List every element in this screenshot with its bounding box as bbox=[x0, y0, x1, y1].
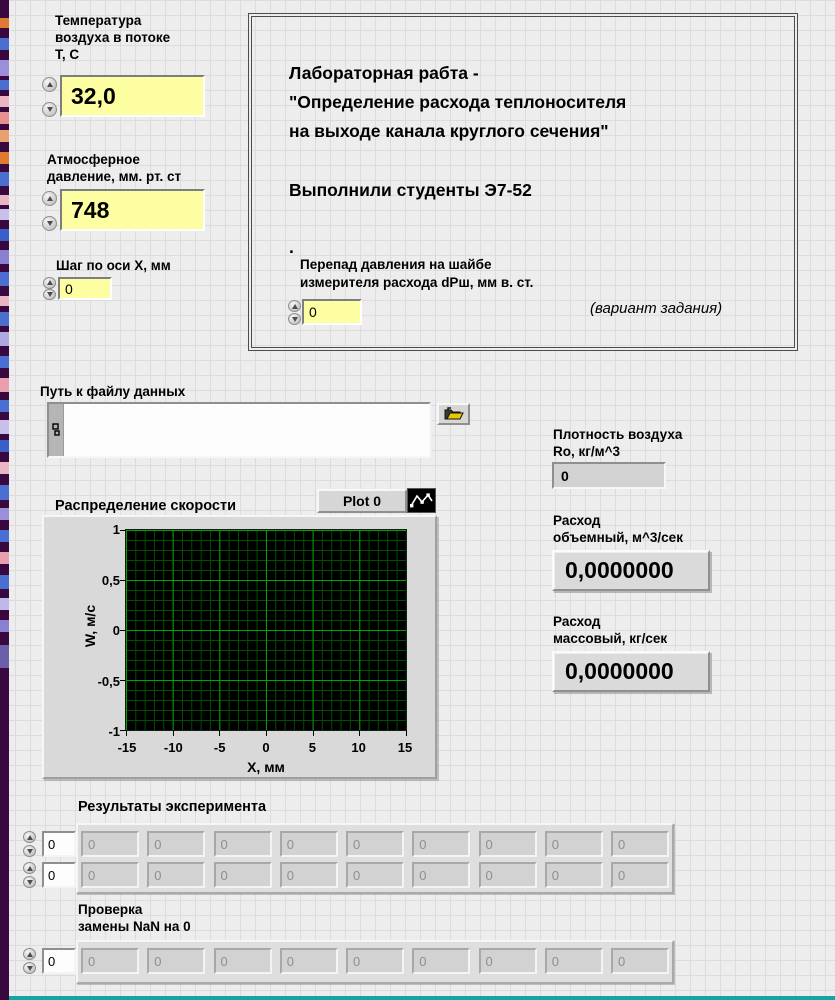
decrement-button[interactable] bbox=[23, 876, 36, 888]
temperature-input[interactable]: 32,0 bbox=[60, 75, 205, 117]
title-line: . bbox=[289, 237, 294, 257]
y-tick-label: -0,5 bbox=[97, 673, 120, 689]
array-cell: 0 bbox=[214, 831, 272, 857]
results-row1-index-spinner[interactable] bbox=[23, 831, 39, 857]
array-cell: 0 bbox=[412, 948, 470, 974]
array-cell: 0 bbox=[214, 862, 272, 888]
increment-button[interactable] bbox=[23, 862, 36, 874]
array-cell: 0 bbox=[81, 862, 139, 888]
path-glyph-icon bbox=[52, 423, 60, 437]
volume-flow-indicator: 0,0000000 bbox=[552, 550, 710, 591]
title-line: Выполнили студенты Э7-52 bbox=[289, 180, 532, 200]
x-axis-tickmarks bbox=[126, 731, 407, 736]
decrement-button[interactable] bbox=[43, 289, 56, 301]
density-label: Плотность воздуха Ro, кг/м^3 bbox=[553, 427, 683, 459]
pressure-label: Атмосферное давление, мм. рт. ст bbox=[47, 152, 182, 184]
nan-index-spinner[interactable] bbox=[23, 948, 39, 974]
volume-flow-label: Расход объемный, м^3/сек bbox=[553, 513, 683, 545]
nan-check-title: Проверка замены NaN на 0 bbox=[78, 902, 191, 934]
y-axis-label: W, м/с bbox=[82, 604, 98, 648]
array-cell: 0 bbox=[81, 831, 139, 857]
decrement-button[interactable] bbox=[42, 102, 57, 117]
chart-title: Распределение скорости bbox=[55, 498, 236, 514]
y-axis-tickmarks bbox=[120, 530, 125, 731]
array-cell: 0 bbox=[81, 948, 139, 974]
array-cell: 0 bbox=[280, 948, 338, 974]
x-axis-ticks bbox=[111, 740, 421, 755]
step-x-input[interactable]: 0 bbox=[58, 277, 112, 300]
x-axis-label: X, мм bbox=[247, 759, 285, 775]
array-cell: 0 bbox=[147, 831, 205, 857]
step-x-label: Шаг по оси X, мм bbox=[56, 258, 171, 273]
increment-button[interactable] bbox=[42, 191, 57, 206]
x-tick-label: 0 bbox=[262, 740, 270, 755]
x-tick-label: 10 bbox=[351, 740, 366, 755]
browse-button[interactable] bbox=[437, 403, 470, 425]
x-tick-label: 5 bbox=[308, 740, 316, 755]
array-cell: 0 bbox=[147, 948, 205, 974]
results-row2-cells bbox=[81, 862, 669, 888]
increment-button[interactable] bbox=[23, 831, 36, 843]
array-cell: 0 bbox=[545, 948, 603, 974]
array-cell: 0 bbox=[147, 862, 205, 888]
array-cell: 0 bbox=[545, 831, 603, 857]
increment-button[interactable] bbox=[288, 300, 301, 312]
array-cell: 0 bbox=[479, 831, 537, 857]
plot-legend[interactable]: Plot 0 bbox=[317, 489, 407, 513]
results-row1-cells bbox=[81, 831, 669, 857]
temperature-spinner[interactable] bbox=[42, 77, 58, 117]
variant-note: (вариант задания) bbox=[590, 300, 723, 317]
file-path-control bbox=[47, 402, 431, 458]
array-cell: 0 bbox=[280, 831, 338, 857]
results-row2-index-spinner[interactable] bbox=[23, 862, 39, 888]
increment-button[interactable] bbox=[23, 948, 36, 960]
increment-button[interactable] bbox=[42, 77, 57, 92]
array-cell: 0 bbox=[346, 831, 404, 857]
title-line: на выходе канала круглого сечения" bbox=[289, 121, 609, 141]
nan-row-cells bbox=[81, 948, 669, 974]
pressure-input[interactable]: 748 bbox=[60, 189, 205, 231]
plot-line-style-icon[interactable] bbox=[407, 488, 436, 513]
bottom-edge-strip bbox=[9, 996, 835, 1000]
background-window-strip bbox=[0, 0, 9, 1000]
plot-area[interactable] bbox=[126, 530, 406, 730]
pressure-spinner[interactable] bbox=[42, 191, 58, 231]
y-tick-label: -1 bbox=[108, 724, 120, 739]
y-tick-label: 1 bbox=[112, 522, 120, 537]
mass-flow-indicator: 0,0000000 bbox=[552, 651, 710, 692]
array-cell: 0 bbox=[611, 948, 669, 974]
decrement-button[interactable] bbox=[42, 216, 57, 231]
array-cell: 0 bbox=[412, 862, 470, 888]
increment-button[interactable] bbox=[43, 277, 56, 289]
array-cell: 0 bbox=[412, 831, 470, 857]
x-tick-label: -10 bbox=[163, 740, 183, 755]
array-cell: 0 bbox=[280, 862, 338, 888]
density-indicator: 0 bbox=[552, 462, 666, 489]
array-cell: 0 bbox=[545, 862, 603, 888]
title-line: Лабораторная рабта - bbox=[289, 63, 479, 83]
array-cell: 0 bbox=[346, 948, 404, 974]
array-cell: 0 bbox=[611, 831, 669, 857]
array-cell: 0 bbox=[611, 862, 669, 888]
array-cell: 0 bbox=[346, 862, 404, 888]
results-row2-index[interactable]: 0 bbox=[42, 862, 76, 888]
path-type-tag bbox=[49, 404, 63, 456]
y-tick-label: 0,5 bbox=[101, 572, 120, 588]
y-tick-label: 0 bbox=[112, 623, 120, 638]
decrement-button[interactable] bbox=[288, 313, 301, 325]
results-title: Результаты эксперимента bbox=[78, 799, 267, 815]
title-line: "Определение расхода теплоносителя bbox=[289, 92, 627, 112]
array-cell: 0 bbox=[214, 948, 272, 974]
file-path-input[interactable] bbox=[63, 404, 429, 456]
array-cell: 0 bbox=[479, 948, 537, 974]
file-path-label: Путь к файлу данных bbox=[40, 384, 186, 399]
results-row1-index[interactable]: 0 bbox=[42, 831, 76, 857]
nan-row-index[interactable]: 0 bbox=[42, 948, 76, 974]
dp-label: Перепад давления на шайбе измерителя расхода dPш, мм в. ст. bbox=[300, 257, 534, 290]
array-cell: 0 bbox=[479, 862, 537, 888]
x-tick-label: 15 bbox=[397, 740, 413, 755]
dp-input[interactable]: 0 bbox=[302, 299, 362, 325]
x-tick-label: -15 bbox=[117, 740, 137, 755]
decrement-button[interactable] bbox=[23, 845, 36, 857]
temperature-label: Температура воздуха в потоке Т, С bbox=[55, 13, 171, 62]
decrement-button[interactable] bbox=[23, 962, 36, 974]
mass-flow-label: Расход массовый, кг/сек bbox=[553, 614, 668, 646]
x-tick-label: -5 bbox=[213, 740, 226, 755]
step-x-spinner[interactable] bbox=[43, 277, 59, 300]
open-folder-icon bbox=[444, 407, 464, 421]
